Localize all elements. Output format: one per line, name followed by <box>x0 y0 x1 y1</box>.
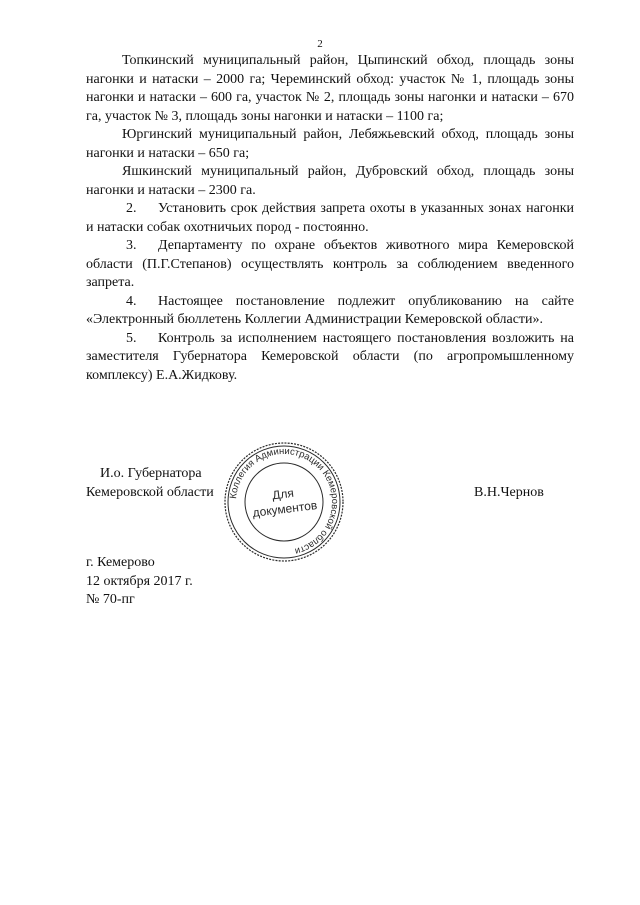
item-text: Департаменту по охране объектов животного мира Кемеровской области (П.Г.Степанов) осуществлять контроль за соблюдением введенного запрета. <box>86 238 574 290</box>
page-number: 2 <box>317 38 323 50</box>
position-line-1: И.о. Губернатора <box>100 466 202 481</box>
document-footer <box>86 554 193 610</box>
item-number: 5. <box>126 330 137 346</box>
item-text: Установить срок действия запрета охоты в указанных зонах нагонки и натаски собак охотничьих пород - постоянно. <box>86 201 574 235</box>
stamp-ring-text: Коллегия Администрации Кемеровской области <box>228 445 341 557</box>
item-text: Контроль за исполнением настоящего постановления возложить на заместителя Губернатора Кемеровской области (по агропромышленному комплексу) Е.А.Жидкову. <box>86 330 574 383</box>
list-item <box>86 200 574 237</box>
item-text: Настоящее постановление подлежит опубликованию на сайте «Электронный бюллетень Коллегии Администрации Кемеровской области». <box>86 293 574 327</box>
date: 12 октября 2017 г. <box>86 573 193 589</box>
item-number: 3. <box>126 238 137 253</box>
stamp-seal-icon <box>222 440 346 564</box>
paragraph-topki: Топкинский муниципальный район, Цыпинский обход, площадь зоны нагонки и натаски – 2000 га; Череминский обход: участок № 1, площадь зоны нагонки и натаски – 600 га, участок № 2, площадь зоны нагонки и натаски – 670 га, участок № 3, площадь зоны нагонки и натаски – 1100 га; <box>86 53 574 124</box>
stamp-center-line-2: документов <box>251 498 318 520</box>
item-number: 2. <box>126 201 137 216</box>
official-stamp <box>222 440 346 564</box>
signatory-position <box>86 464 214 502</box>
item-number: 4. <box>126 293 137 309</box>
document-number: № 70-пг <box>86 592 135 607</box>
paragraph-yashkino: Яшкинский муниципальный район, Дубровский обход, площадь зоны нагонки и натаски – 2300 га. <box>86 164 574 198</box>
position-line-2: Кемеровской области <box>86 485 214 500</box>
paragraph-yurga: Юргинский муниципальный район, Лебяжьевский обход, площадь зоны нагонки и натаски – 650 га; <box>86 127 574 161</box>
signatory-name: В.Н.Чернов <box>474 485 544 500</box>
list-item <box>86 293 574 330</box>
document-body <box>86 52 574 385</box>
city: г. Кемерово <box>86 555 155 570</box>
list-item <box>86 330 574 386</box>
stamp-center-line-1: Для <box>271 485 295 503</box>
list-item <box>86 237 574 293</box>
